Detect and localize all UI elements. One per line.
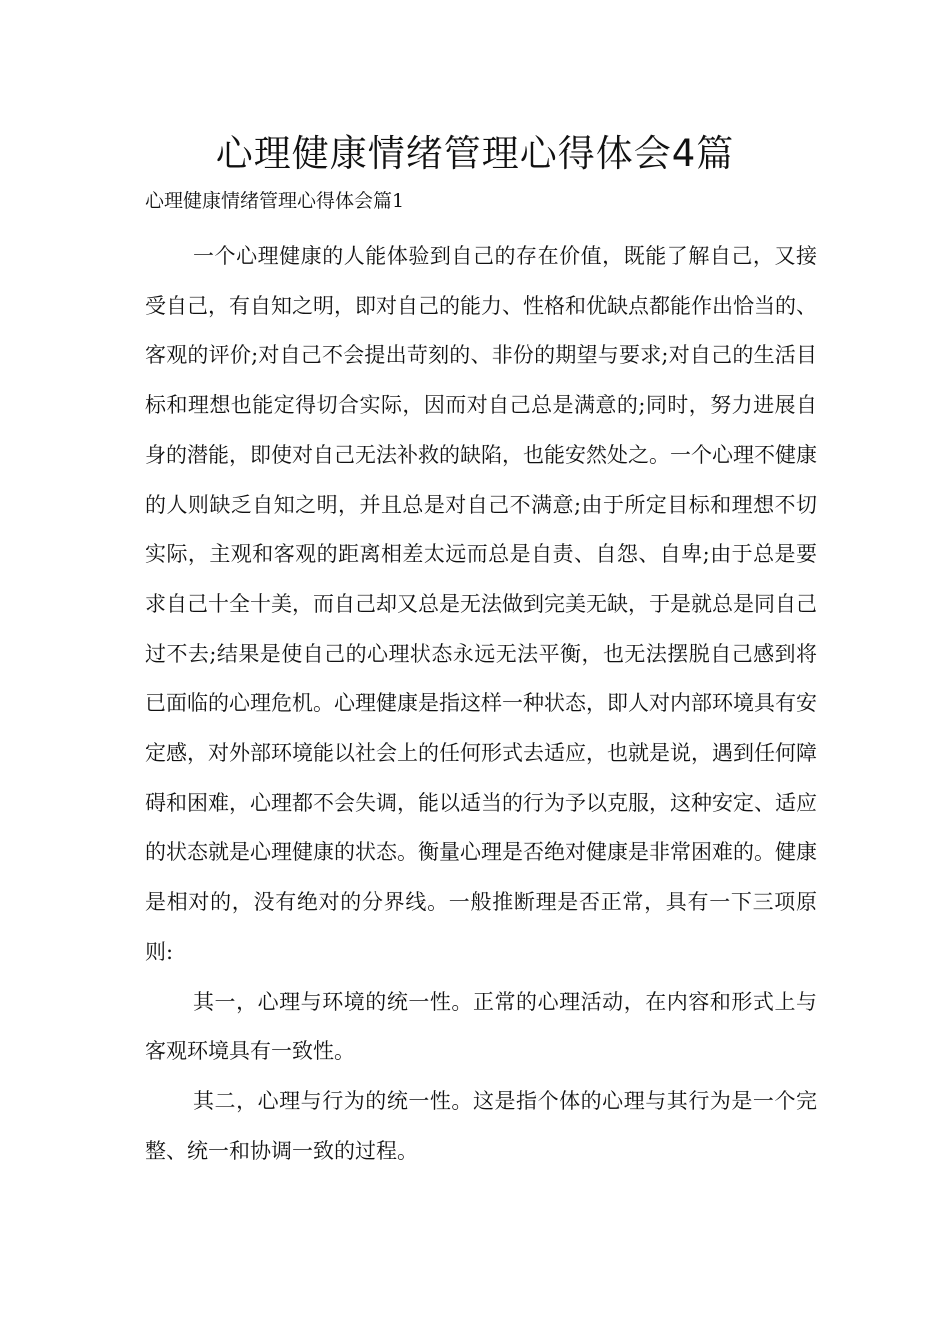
document-title: 心理健康情绪管理心得体会4篇 [215, 132, 735, 175]
paragraph: 其二，心理与行为的统一性。这是指个体的心理与其行为是一个完整、统一和协调一致的过程。 [145, 1088, 817, 1163]
paragraph: 一个心理健康的人能体验到自己的存在价值，既能了解自己，又接受自己，有自知之明，即对自己的能力、性格和优缺点都能作出恰当的、客观的评价;对自己不会提出苛刻的、非份的期望与要求;对自己的生活目标和理想也能定得切合实际，因而对自己总是满意的;同时，努力进展自身的潜能，即使对自己无法补救的缺陷，也能安然处之。一个心理不健康的人则缺乏自知之明，并且总是对自己不满意;由于所定目标和理想不切实际，主观和客观的距离相差太远而总是自责、自怨、自卑;由于总是要求自己十全十美，而自己却又总是无法做到完美无缺，于是就总是同自己过不去;结果是使自己的心理状态永远无法平衡，也无法摆脱自己感到将已面临的心理危机。心理健康是指这样一种状态，即人对内部环境具有安定感，对外部环境能以社会上的任何形式去适应，也就是说，遇到任何障碍和困难，心理都不会失调，能以适当的行为予以克服，这种安定、适应的状态就是心理健康的状态。衡量心理是否绝对健康是非常困难的。健康是相对的，没有绝对的分界线。一般推断理是否正常，具有一下三项原则: [145, 244, 817, 964]
document-body [145, 232, 817, 1176]
section-heading: 心理健康情绪管理心得体会篇1 [145, 190, 405, 212]
paragraph: 其一，心理与环境的统一性。正常的心理活动，在内容和形式上与客观环境具有一致性。 [145, 989, 817, 1064]
